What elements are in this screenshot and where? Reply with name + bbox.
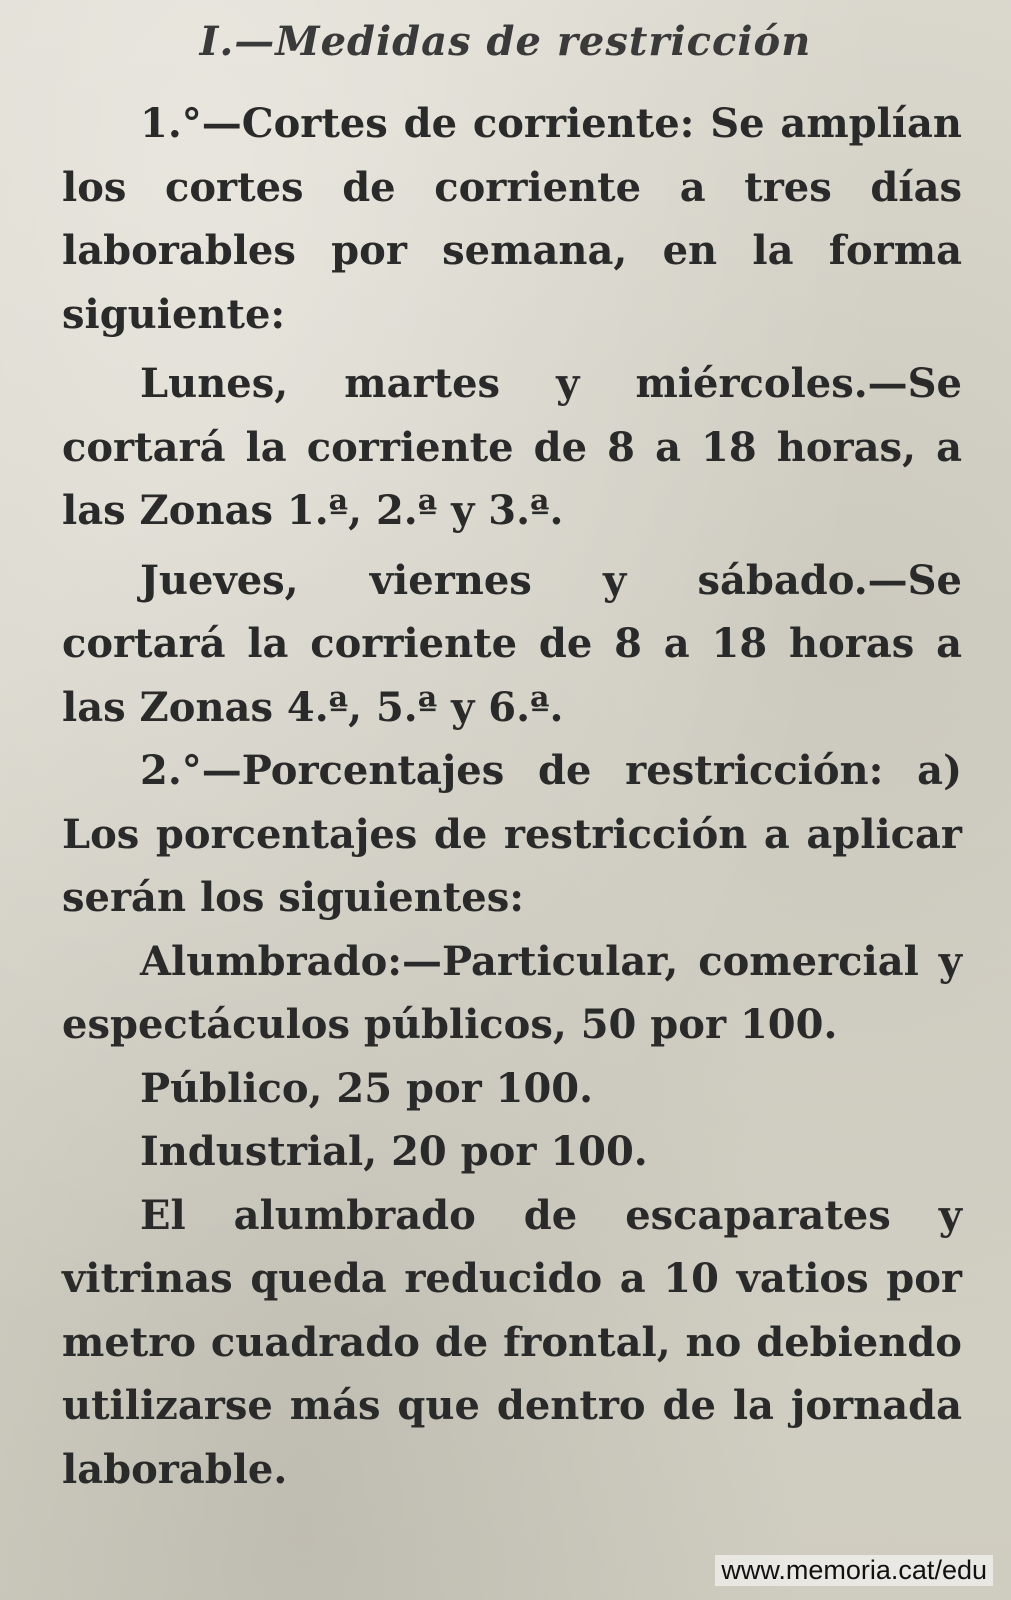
paragraph-jueves: Jueves, viernes y sábado.—Se cortará la corriente de 8 a 18 horas a las Zonas 4.ª, 5.ª y 6.ª. [62, 556, 962, 731]
paragraph-cortes: 1.°—Cortes de corriente: Se amplían los cortes de corriente a tres días laborables por semana, en la forma siguiente: [62, 100, 962, 338]
paragraph-publico: Público, 25 por 100. [140, 1064, 594, 1112]
article-body [62, 92, 962, 1501]
source-watermark: www.memoria.cat/edu [715, 1555, 993, 1586]
section-heading: I.—Medidas de restricción [199, 18, 812, 65]
paragraph-porcentajes: 2.°—Porcentajes de restricción: a) Los porcentajes de restricción a aplicar serán los siguientes: [62, 747, 962, 921]
paragraph-industrial: Industrial, 20 por 100. [140, 1128, 648, 1175]
paragraph-alumbrado: Alumbrado:—Particular, comercial y espectáculos públicos, 50 por 100. [62, 937, 962, 1048]
paragraph-escaparates: El alumbrado de escaparates y vitrinas queda reducido a 10 vatios por metro cuadrado de frontal, no debiendo utilizarse más que dentro de la jornada laborable. [62, 1191, 962, 1493]
paragraph-lunes: Lunes, martes y miércoles.—Se cortará la corriente de 8 a 18 horas, a las Zonas 1.ª, 2.ª y 3.ª. [62, 360, 962, 534]
